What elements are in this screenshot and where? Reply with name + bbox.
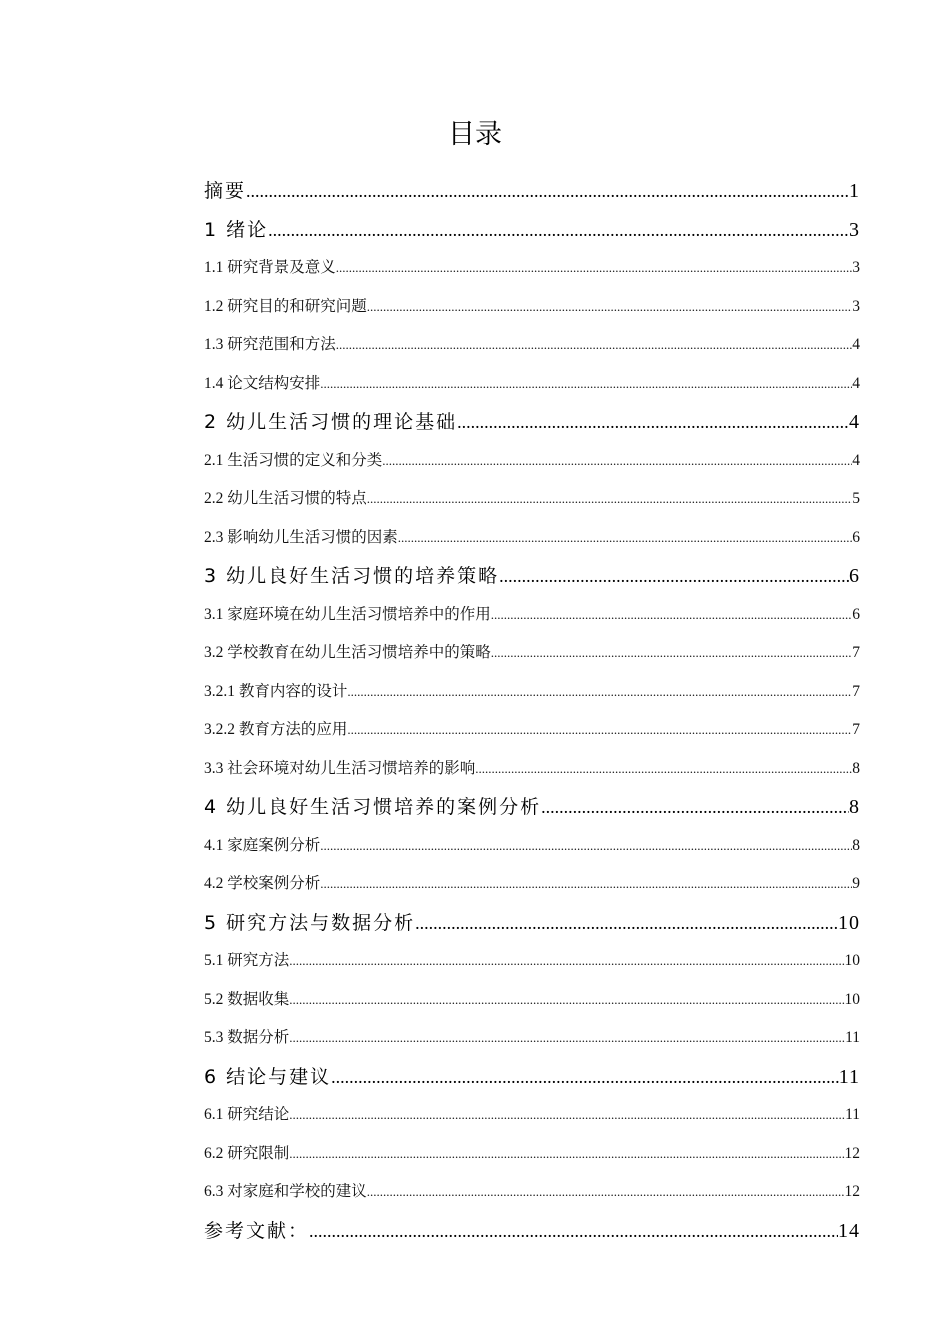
toc-leader-dots (367, 288, 852, 327)
toc-entry-label: 3 幼儿良好生活习惯的培养策略 (204, 565, 500, 587)
toc-entry-page: 11 (838, 1065, 860, 1088)
toc-entry-page: 10 (838, 911, 860, 934)
toc-leader-dots (398, 519, 852, 558)
toc-leader-dots (491, 634, 852, 673)
toc-entry[interactable] (204, 249, 860, 288)
toc-entry[interactable] (204, 365, 860, 404)
toc-entry[interactable] (204, 1058, 860, 1097)
toc-entry[interactable] (204, 827, 860, 866)
toc-entry-page: 4 (852, 451, 860, 469)
toc-entry[interactable] (204, 211, 860, 250)
toc-entry-page: 3 (852, 297, 860, 315)
toc-entry[interactable] (204, 1096, 860, 1135)
toc-entry[interactable] (204, 711, 860, 750)
toc-entry-label: 参考文献： (204, 1219, 310, 1242)
toc-leader-dots (541, 788, 849, 827)
toc-entry[interactable] (204, 403, 860, 442)
toc-leader-dots (382, 442, 852, 481)
toc-entry[interactable] (204, 1173, 860, 1212)
toc-entry-page: 11 (845, 1106, 860, 1123)
toc-entry-page: 7 (852, 721, 860, 738)
toc-entry-label: 5.1 研究方法 (204, 952, 290, 969)
toc-entry-label: 3.1 家庭环境在幼儿生活习惯培养中的作用 (204, 605, 491, 623)
toc-leader-dots (246, 172, 849, 211)
toc-leader-dots (336, 249, 852, 288)
toc-entry-label: 3.2 学校教育在幼儿生活习惯培养中的策略 (204, 644, 491, 661)
toc-entry[interactable] (204, 1135, 860, 1174)
toc-entry-label: 1.4 论文结构安排 (204, 374, 321, 392)
toc-leader-dots (499, 557, 849, 596)
toc-entry-label: 2 幼儿生活习惯的理论基础 (204, 411, 458, 433)
toc-entry[interactable] (204, 172, 860, 211)
toc-entry[interactable] (204, 519, 860, 558)
toc-entry-label: 1.1 研究背景及意义 (204, 259, 336, 276)
toc-leader-dots (289, 1135, 844, 1174)
toc-title: 目录 (448, 119, 502, 150)
toc-entry-page: 10 (844, 952, 860, 969)
toc-entry[interactable] (204, 326, 860, 365)
toc-entry[interactable] (204, 788, 860, 827)
toc-entry[interactable] (204, 1019, 860, 1058)
toc-entry[interactable] (204, 1212, 860, 1251)
toc-leader-dots (268, 211, 849, 250)
toc-entry-label: 摘要 (204, 180, 247, 202)
toc-entry-label: 2.1 生活习惯的定义和分类 (204, 451, 383, 469)
toc-entry[interactable] (204, 942, 860, 981)
toc-entry-page: 4 (852, 374, 860, 392)
toc-entry-label: 4 幼儿良好生活习惯培养的案例分析 (204, 796, 542, 818)
toc-entry-page: 12 (844, 1183, 860, 1200)
toc-leader-dots (289, 1019, 845, 1058)
toc-entry-page: 5 (852, 490, 860, 507)
toc-entry-page: 6 (849, 565, 860, 587)
toc-entry-label: 1.2 研究目的和研究问题 (204, 297, 367, 315)
toc-entry-page: 14 (838, 1219, 860, 1242)
toc-entry-label: 6.2 研究限制 (204, 1144, 290, 1162)
toc-entry-label: 6 结论与建议 (204, 1065, 332, 1088)
toc-leader-dots (320, 365, 852, 404)
toc-leader-dots (491, 596, 852, 635)
toc-entry[interactable] (204, 288, 860, 327)
toc-entry-page: 9 (852, 875, 860, 892)
toc-entry-label: 3.2.2 教育方法的应用 (204, 721, 348, 738)
toc-entry-label: 6.3 对家庭和学校的建议 (204, 1183, 367, 1200)
toc-leader-dots (457, 403, 849, 442)
toc-entry-page: 1 (849, 180, 860, 202)
toc-entry-label: 1 绪论 (204, 218, 269, 241)
toc-entry[interactable] (204, 634, 860, 673)
toc-leader-dots (347, 711, 852, 750)
toc-entry-label: 5.3 数据分析 (204, 1029, 290, 1046)
toc-entry-label: 2.3 影响幼儿生活习惯的因素 (204, 528, 398, 546)
toc-entry[interactable] (204, 981, 860, 1020)
toc-leader-dots (289, 942, 844, 981)
toc-entry-label: 3.3 社会环境对幼儿生活习惯培养的影响 (204, 759, 476, 777)
toc-entry-page: 3 (849, 218, 860, 241)
toc-entry-label: 1.3 研究范围和方法 (204, 336, 336, 353)
toc-entry[interactable] (204, 596, 860, 635)
toc-entry-page: 7 (852, 682, 860, 700)
toc-leader-dots (331, 1058, 839, 1097)
toc-entry-page: 6 (852, 528, 860, 546)
toc-entry[interactable] (204, 750, 860, 789)
toc-leader-dots (309, 1212, 838, 1251)
toc-leader-dots (320, 865, 852, 904)
toc-entry-page: 12 (844, 1144, 860, 1162)
toc-entry[interactable] (204, 673, 860, 712)
toc-entry-label: 3.2.1 教育内容的设计 (204, 682, 348, 700)
toc-entry-page: 4 (852, 336, 860, 353)
toc-leader-dots (289, 981, 844, 1020)
toc-entry-page: 8 (852, 836, 860, 854)
toc-entry-label: 5 研究方法与数据分析 (204, 911, 416, 934)
toc-entry-label: 4.1 家庭案例分析 (204, 836, 321, 854)
toc-leader-dots (367, 480, 852, 519)
toc-entry-page: 8 (849, 796, 860, 818)
toc-entry-page: 6 (852, 605, 860, 623)
toc-entry-page: 10 (844, 990, 860, 1008)
toc-leader-dots (367, 1173, 845, 1212)
toc-leader-dots (336, 326, 852, 365)
toc-entry-page: 4 (849, 411, 860, 433)
toc-entry-page: 3 (852, 259, 860, 276)
toc-leader-dots (415, 904, 838, 943)
toc-entry-page: 11 (845, 1029, 860, 1046)
toc-leader-dots (475, 750, 852, 789)
toc-entry[interactable] (204, 480, 860, 519)
toc-entry-page: 8 (852, 759, 860, 777)
toc-leader-dots (347, 673, 852, 712)
toc-entry-page: 7 (852, 644, 860, 661)
toc-entry-label: 2.2 幼儿生活习惯的特点 (204, 490, 367, 507)
toc-entry-label: 6.1 研究结论 (204, 1106, 290, 1123)
toc-entry[interactable] (204, 442, 860, 481)
toc-entry[interactable] (204, 904, 860, 943)
toc-leader-dots (320, 827, 852, 866)
toc-entry[interactable] (204, 557, 860, 596)
toc-entry-label: 4.2 学校案例分析 (204, 875, 321, 892)
table-of-contents (204, 172, 860, 1250)
toc-entry-label: 5.2 数据收集 (204, 990, 290, 1008)
toc-entry[interactable] (204, 865, 860, 904)
toc-leader-dots (289, 1096, 845, 1135)
